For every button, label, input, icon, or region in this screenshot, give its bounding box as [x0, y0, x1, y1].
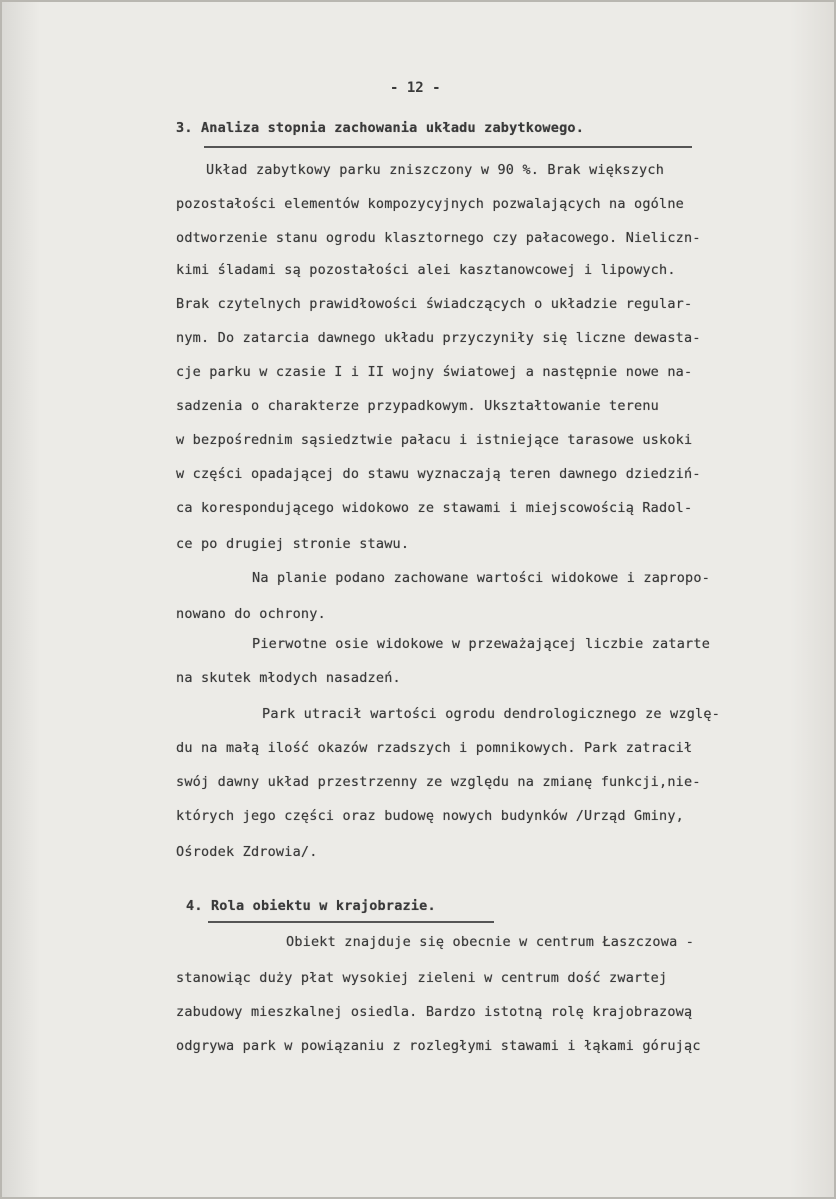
- text-line: nowano do ochrony.: [176, 606, 326, 622]
- text-line: zabudowy mieszkalnej osiedla. Bardzo istotną rolę krajobrazową: [176, 1004, 693, 1020]
- text-line: Brak czytelnych prawidłowości świadczących o układzie regular-: [176, 296, 693, 312]
- text-line: kimi śladami są pozostałości alei kasztanowcowej i lipowych.: [176, 262, 676, 278]
- text-line: Układ zabytkowy parku zniszczony w 90 %. Brak większych: [206, 162, 665, 178]
- text-line: ce po drugiej stronie stawu.: [176, 536, 410, 552]
- text-line: pozostałości elementów kompozycyjnych pozwalających na ogólne: [176, 196, 684, 212]
- text-line: stanowiąc duży płat wysokiej zieleni w centrum dość zwartej: [176, 970, 668, 986]
- section-3-underline: [204, 146, 692, 148]
- text-line: których jego części oraz budowę nowych budynków /Urząd Gminy,: [176, 808, 684, 824]
- text-line: Ośrodek Zdrowia/.: [176, 844, 318, 860]
- section-3-heading: 3. Analiza stopnia zachowania układu zabytkowego.: [176, 120, 585, 136]
- section-4-underline: [208, 921, 494, 923]
- text-line: Park utracił wartości ogrodu dendrologicznego ze wzglę-: [262, 706, 721, 722]
- text-line: na skutek młodych nasadzeń.: [176, 670, 401, 686]
- text-line: swój dawny układ przestrzenny ze względu na zmianę funkcji,nie-: [176, 774, 701, 790]
- text-line: w bezpośrednim sąsiedztwie pałacu i istniejące tarasowe uskoki: [176, 432, 693, 448]
- text-line: Obiekt znajduje się obecnie w centrum Łaszczowa -: [286, 934, 695, 950]
- text-line: cje parku w czasie I i II wojny światowej a następnie nowe na-: [176, 364, 693, 380]
- text-line: odgrywa park w powiązaniu z rozległymi stawami i łąkami górując: [176, 1038, 701, 1054]
- text-line: Na planie podano zachowane wartości widokowe i zapropo-: [252, 570, 711, 586]
- text-line: w części opadającej do stawu wyznaczają teren dawnego dziedziń-: [176, 466, 701, 482]
- text-line: nym. Do zatarcia dawnego układu przyczyniły się liczne dewasta-: [176, 330, 701, 346]
- page-number: - 12 -: [390, 80, 441, 96]
- section-4-heading: 4. Rola obiektu w krajobrazie.: [186, 898, 436, 914]
- text-line: sadzenia o charakterze przypadkowym. Ukształtowanie terenu: [176, 398, 660, 414]
- text-line: Pierwotne osie widokowe w przeważającej liczbie zatarte: [252, 636, 711, 652]
- text-line: du na małą ilość okazów rzadszych i pomnikowych. Park zatracił: [176, 740, 693, 756]
- text-line: odtworzenie stanu ogrodu klasztornego czy pałacowego. Nieliczn-: [176, 230, 701, 246]
- text-line: ca korespondującego widokowo ze stawami i miejscowością Radol-: [176, 500, 693, 516]
